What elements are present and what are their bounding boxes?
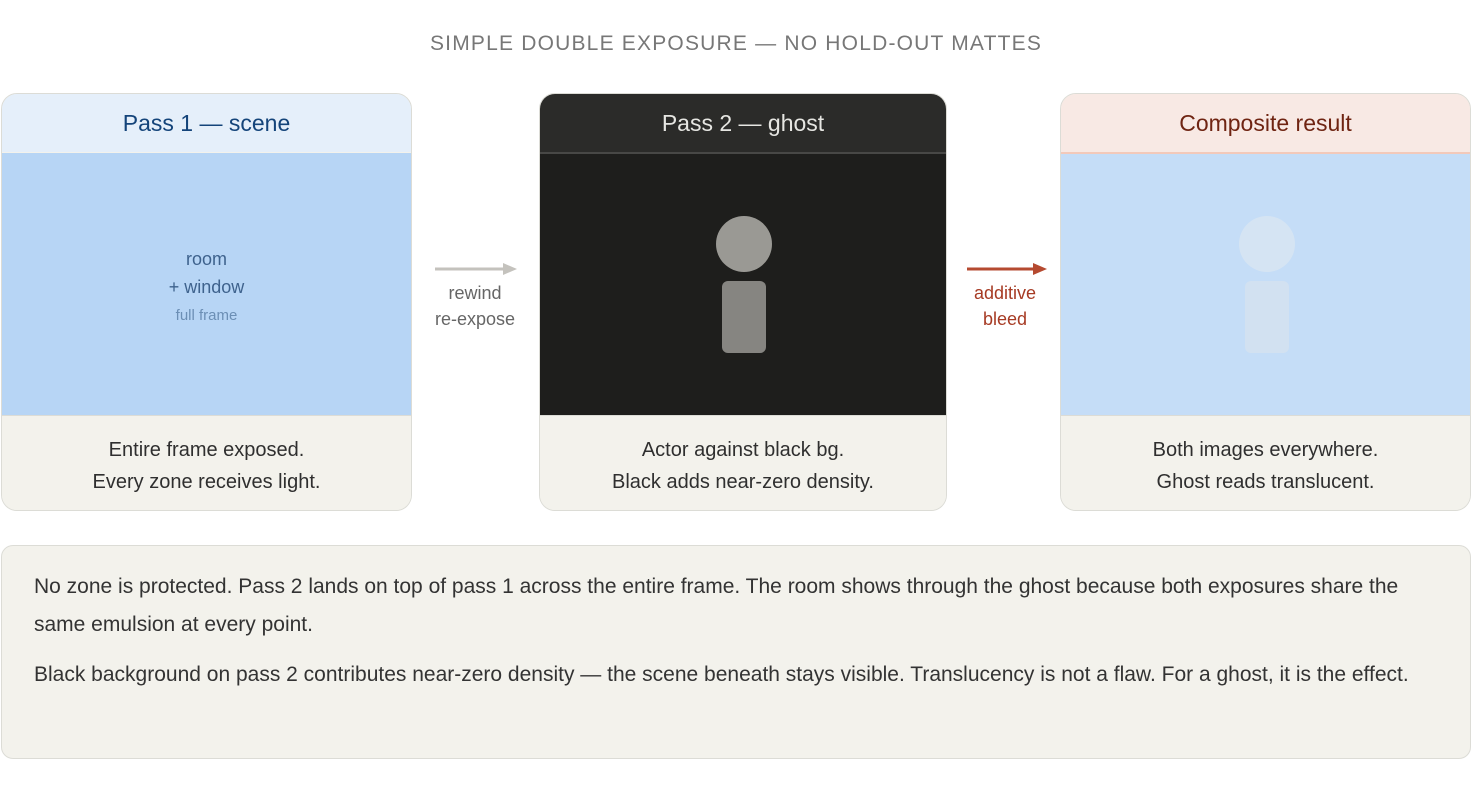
pass-1-header: Pass 1 — scene xyxy=(2,94,411,152)
pass-2-caption-line-2: Black adds near-zero density. xyxy=(612,471,874,493)
composite-caption xyxy=(1061,415,1470,511)
pass-2-panel xyxy=(539,93,947,511)
composite-caption-line-1: Both images everywhere. xyxy=(1152,439,1379,461)
pass-1-caption xyxy=(2,415,411,511)
rewind-arrow-icon xyxy=(433,262,517,276)
translucent-ghost-body-shape xyxy=(1245,281,1289,353)
pass-2-caption xyxy=(540,415,946,511)
diagram-title: SIMPLE DOUBLE EXPOSURE — NO HOLD-OUT MATTES xyxy=(429,32,1043,55)
pass-1-scene xyxy=(2,153,411,415)
pass-2-scene xyxy=(540,154,946,415)
composite-panel xyxy=(1060,93,1471,511)
rewind-label: rewind xyxy=(448,283,502,303)
scene-label-full-frame: full frame xyxy=(175,307,238,324)
ghost-body-shape xyxy=(722,281,766,353)
rewind-arrow xyxy=(430,262,520,332)
ghost-head-shape xyxy=(716,216,772,272)
note-paragraph-1: No zone is protected. Pass 2 lands on top of pass 1 across the entire frame. The room shows through the ghost because both exposures share the same emulsion at every point. xyxy=(34,575,1399,636)
bleed-label: bleed xyxy=(982,309,1028,329)
explanation-note xyxy=(1,545,1471,759)
pass-1-caption-line-2: Every zone receives light. xyxy=(92,471,321,493)
re-expose-label: re-expose xyxy=(434,309,516,329)
scene-label-window: + window xyxy=(168,277,245,297)
pass-1-caption-line-1: Entire frame exposed. xyxy=(108,439,305,461)
note-paragraph-2: Black background on pass 2 contributes near-zero density — the scene beneath stays visible. Translucency is not a flaw. For a ghost, it is the effect. xyxy=(34,663,1409,686)
pass-1-panel xyxy=(1,93,412,511)
additive-arrow-icon xyxy=(963,262,1047,276)
scene-label-room: room xyxy=(185,249,227,269)
composite-caption-line-2: Ghost reads translucent. xyxy=(1156,471,1375,493)
additive-label: additive xyxy=(973,283,1037,303)
pass-2-caption-line-1: Actor against black bg. xyxy=(641,439,845,461)
additive-arrow xyxy=(960,262,1050,332)
composite-scene xyxy=(1061,154,1470,415)
pass-2-header: Pass 2 — ghost xyxy=(540,94,946,154)
composite-header: Composite result xyxy=(1061,94,1470,154)
translucent-ghost-head-shape xyxy=(1239,216,1295,272)
